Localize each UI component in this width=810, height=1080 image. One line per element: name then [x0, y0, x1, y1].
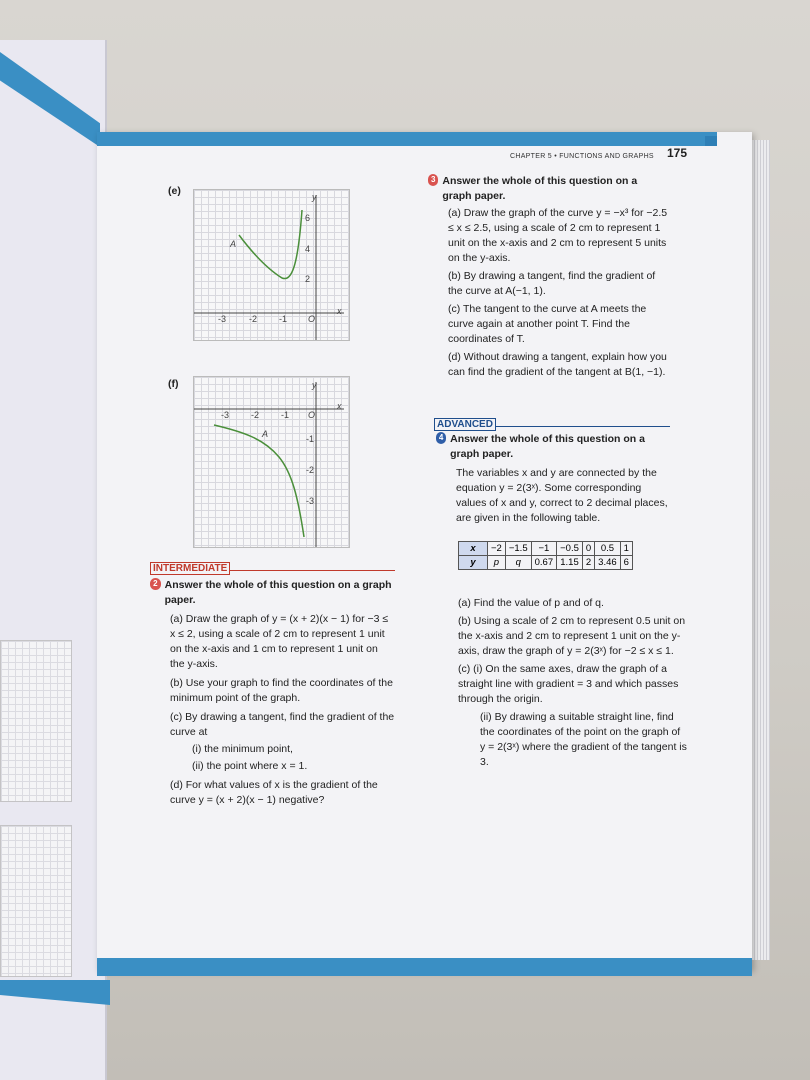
q3-number: 3: [428, 174, 438, 186]
q4-title: Answer the whole of this question on a graph paper.: [450, 433, 645, 460]
q4-title-row: [436, 432, 670, 462]
advanced-divider: [434, 414, 670, 430]
q2-title: Answer the whole of this question on a graph paper.: [164, 579, 392, 606]
q2-c-ii: (ii) the point where x = 1.: [192, 760, 308, 772]
chapter-header: CHAPTER 5 • FUNCTIONS AND GRAPHS: [510, 153, 654, 160]
table-row-y: [459, 556, 633, 570]
graph-f-y-tick: -2: [306, 465, 315, 475]
intermediate-divider: [150, 558, 395, 574]
advanced-badge: ADVANCED: [434, 418, 496, 431]
q2-number: 2: [150, 578, 161, 590]
top-bar-corner: [705, 136, 717, 146]
q4-c-i: (c) (i) On the same axes, draw the graph of a straight line with gradient = 3 and which passes through the origin.: [458, 663, 679, 705]
table-row-x: [459, 542, 633, 556]
table-head-y: y: [459, 556, 488, 570]
graph-e-x-tick: -1: [279, 314, 288, 324]
q4-number: 4: [436, 432, 446, 444]
q4-b: (b) Using a scale of 2 cm to represent 0.5 unit on the x-axis and 2 cm to represent 1 unit on the y-axis, draw the graph of y = 2(3ˣ) for −2 ≤ x ≤ 1.: [458, 615, 686, 657]
bottom-bar: [97, 958, 752, 976]
q4-c-ii: (ii) By drawing a suitable straight line, find the coordinates of the point on the graph of y = 2(3ˣ) where the gradient of the tangent is 3.: [480, 711, 687, 768]
table-cell: q: [505, 556, 531, 570]
graph-f: [193, 376, 350, 548]
q3-d: (d) Without drawing a tangent, explain how you can find the gradient of the tangent at B(1, −1).: [448, 351, 667, 378]
left-page-graph: [0, 640, 72, 802]
table-head-x: x: [459, 542, 488, 556]
table-cell: −0.5: [557, 542, 583, 556]
q2-c-i: (i) the minimum point,: [192, 743, 293, 755]
question-3: [428, 174, 668, 380]
question-4-parts: [458, 596, 688, 770]
top-bar: [97, 132, 717, 146]
q3-title: Answer the whole of this question on a graph paper.: [442, 175, 638, 202]
values-table: [458, 541, 633, 570]
graph-e-x-tick: -3: [218, 314, 227, 324]
graph-f-x-tick: -3: [221, 410, 230, 420]
graph-f-svg: [194, 377, 349, 547]
table-cell: 6: [620, 556, 632, 570]
part-e-label: (e): [168, 185, 181, 197]
values-table-wrap: [458, 541, 633, 570]
page-number: 175: [667, 146, 688, 160]
table-cell: p: [488, 556, 506, 570]
graph-f-x-tick: -2: [251, 410, 260, 420]
graph-e-y-label: y: [312, 192, 317, 202]
graph-f-y-tick: -3: [306, 496, 315, 506]
graph-e-x-tick: -2: [249, 314, 258, 324]
part-f-label: (f): [168, 378, 179, 390]
question-2: [150, 578, 395, 808]
q2-c: (c) By drawing a tangent, find the gradient of the curve at: [170, 711, 395, 738]
table-cell: 3.46: [595, 556, 621, 570]
table-cell: 2: [582, 556, 594, 570]
graph-e-y-tick: 4: [305, 244, 311, 254]
graph-f-y-tick: -1: [306, 434, 315, 444]
graph-e-origin: O: [308, 314, 316, 324]
q2-b: (b) Use your graph to find the coordinates of the minimum point of the graph.: [170, 677, 393, 704]
q2-d: (d) For what values of x is the gradient of the curve y = (x + 2)(x − 1) negative?: [170, 779, 378, 806]
q3-title-row: [428, 174, 668, 204]
table-cell: 1.15: [557, 556, 583, 570]
graph-e-point-a: A: [230, 239, 237, 249]
left-page-graph-2: [0, 825, 72, 977]
curve-e: [239, 210, 302, 279]
graph-f-x-tick: -1: [281, 410, 290, 420]
graph-e: [193, 189, 350, 341]
intermediate-badge: INTERMEDIATE: [150, 562, 230, 575]
table-cell: −1.5: [505, 542, 531, 556]
graph-f-x-label: x: [337, 401, 342, 411]
q3-b: (b) By drawing a tangent, find the gradient of the curve at A(−1, 1).: [448, 270, 656, 297]
table-cell: −2: [488, 542, 506, 556]
q3-c: (c) The tangent to the curve at A meets the curve again at another point T. Find the coordinates of T.: [448, 303, 647, 345]
table-cell: 0: [582, 542, 594, 556]
q2-title-row: [150, 578, 395, 608]
q4-intro: The variables x and y are connected by the equation y = 2(3ˣ). Some corresponding values of x and y, correct to 2 decimal places, are given in the following table.: [456, 467, 668, 524]
table-cell: 0.67: [531, 556, 557, 570]
graph-e-y-tick: 2: [305, 274, 311, 284]
graph-e-y-tick: 6: [305, 213, 311, 223]
q4-a: (a) Find the value of p and of q.: [458, 597, 604, 609]
graph-f-point-a: A: [262, 429, 269, 439]
graph-f-origin: O: [308, 410, 316, 420]
graph-e-x-label: x: [337, 306, 342, 316]
question-4: [436, 432, 670, 526]
table-cell: 0.5: [595, 542, 621, 556]
q2-a: (a) Draw the graph of y = (x + 2)(x − 1) for −3 ≤ x ≤ 2, using a scale of 2 cm to represent 1 unit on the x-axis and 1 cm to represent 1 unit on the y-axis.: [170, 613, 389, 670]
curve-f: [214, 425, 304, 537]
table-cell: −1: [531, 542, 557, 556]
table-cell: 1: [620, 542, 632, 556]
graph-f-y-label: y: [312, 380, 317, 390]
q3-a: (a) Draw the graph of the curve y = −x³ for −2.5 ≤ x ≤ 2.5, using a scale of 2 cm to represent 1 unit on the x-axis and 2 cm to represent 5 units on the y-axis.: [448, 207, 668, 264]
